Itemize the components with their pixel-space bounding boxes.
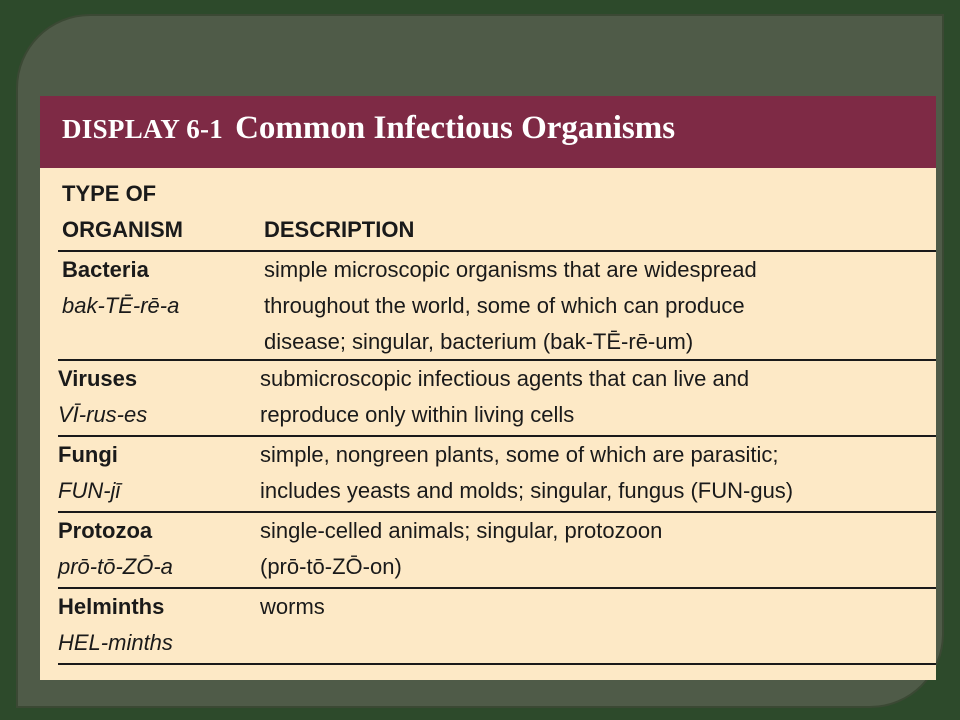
description-cell	[260, 589, 920, 625]
organism-name: Fungi	[58, 442, 118, 467]
organism-pronunciation: bak-TĒ-rē-a	[62, 293, 180, 318]
description-cell	[260, 437, 920, 509]
organism-pronunciation: FUN-jī	[58, 478, 121, 503]
table-row-fungi	[40, 437, 936, 509]
table-row-protozoa	[40, 513, 936, 585]
organism-pronunciation: prō-tō-ZŌ-a	[58, 554, 173, 579]
organism-name: Protozoa	[58, 518, 153, 543]
description-line: (prō-tō-ZŌ-on)	[260, 554, 402, 579]
description-line: simple, nongreen plants, some of which are parasitic;	[260, 442, 779, 467]
organism-cell	[58, 589, 248, 661]
display-label: DISPLAY 6-1	[62, 114, 224, 144]
organism-cell	[58, 361, 248, 433]
table-row-bacteria	[40, 252, 936, 360]
column-header-type-line1: TYPE OF	[62, 181, 157, 206]
display-title	[62, 110, 675, 147]
organism-pronunciation: HEL-minths	[58, 630, 173, 655]
organism-name: Viruses	[58, 366, 138, 391]
organism-cell	[62, 252, 252, 324]
description-line: simple microscopic organisms that are widespread	[264, 257, 757, 282]
description-cell	[264, 252, 924, 360]
description-line: includes yeasts and molds; singular, fungus (FUN-gus)	[260, 478, 794, 503]
organism-cell	[58, 437, 248, 509]
table-row-viruses	[40, 361, 936, 433]
organism-pronunciation: VĪ-rus-es	[58, 402, 148, 427]
description-line: reproduce only within living cells	[260, 402, 575, 427]
description-cell	[260, 513, 920, 585]
description-line: submicroscopic infectious agents that can live and	[260, 366, 750, 391]
column-header-description: DESCRIPTION	[264, 217, 415, 242]
description-cell	[260, 361, 920, 433]
column-header-type	[62, 176, 252, 248]
table-row-helminths	[40, 589, 936, 661]
organism-cell	[58, 513, 248, 585]
column-header-type-line2: ORGANISM	[62, 217, 183, 242]
organism-name: Helminths	[58, 594, 165, 619]
organism-name: Bacteria	[62, 257, 149, 282]
description-line: throughout the world, some of which can produce	[264, 293, 745, 318]
display-header	[40, 96, 936, 168]
display-box	[40, 96, 936, 680]
description-line: worms	[260, 594, 325, 619]
display-name: Common Infectious Organisms	[235, 110, 676, 146]
bottom-rule	[58, 663, 936, 665]
description-line: single-celled animals; singular, protozoon	[260, 518, 663, 543]
description-line: disease; singular, bacterium (bak-TĒ-rē-um)	[264, 329, 694, 354]
